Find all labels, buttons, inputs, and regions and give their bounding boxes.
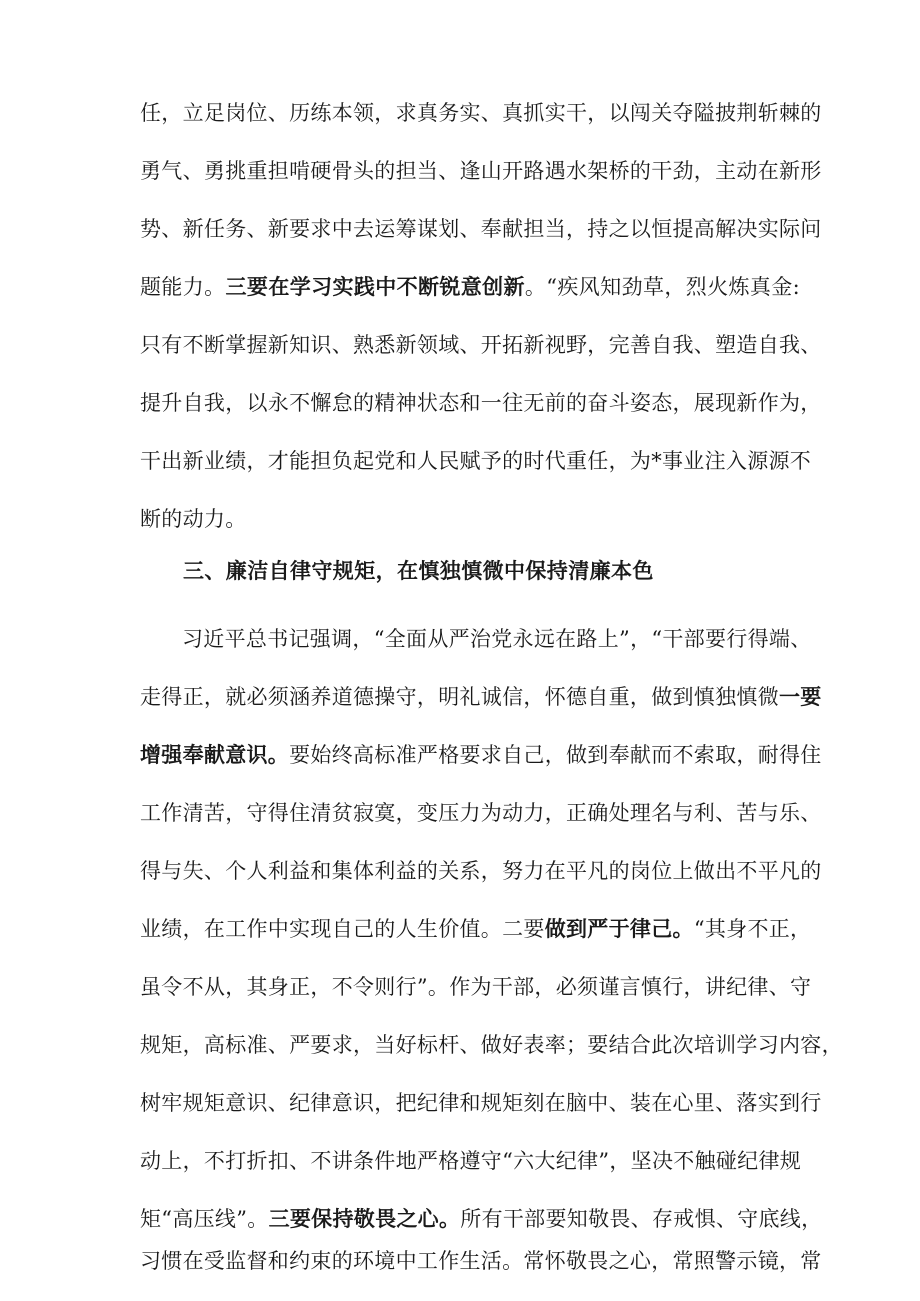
paragraph-line: 任，立足岗位、历练本领，求真务实、真抓实干，以闯关夺隘披荆斩棘的 [140, 101, 822, 125]
paragraph-line [140, 267, 800, 307]
paragraph-text: 要始终高标准严格要求自己，做到奉献而不索取，耐得住 [289, 743, 822, 767]
paragraph-line: 断的动力。 [140, 507, 247, 531]
bold-key-point: 三要在学习实践中不断锐意创新 [225, 275, 525, 299]
paragraph-line: 只有不断掌握新知识、熟悉新领域、开拓新视野，完善自我、塑造自我、 [140, 333, 822, 357]
paragraph-line: 势、新任务、新要求中去运筹谋划、奉献担当，持之以恒提高解决实际问 [140, 217, 822, 241]
paragraph-line: 树牢规矩意识、纪律意识，把纪律和规矩刻在脑中、装在心里、落实到行 [140, 1091, 822, 1115]
paragraph-line: 规矩，高标准、严要求，当好标杆、做好表率；要结合此次培训学习内容， [140, 1033, 843, 1057]
paragraph-line: 工作清苦，守得住清贫寂寞，变压力为动力，正确处理名与利、苦与乐、 [140, 801, 822, 825]
bold-key-point: 增强奉献意识。 [140, 743, 290, 767]
section-heading: 三、廉洁自律守规矩，在慎独慎微中保持清廉本色 [183, 559, 654, 583]
paragraph-line [140, 1199, 823, 1239]
paragraph-text: “其身不正， [693, 917, 812, 941]
paragraph-text: 题能力。 [140, 275, 226, 299]
paragraph-line [140, 735, 822, 775]
paragraph-text: 业绩，在工作中实现自己的人生价值。二要 [140, 917, 545, 941]
paragraph-line: 习近平总书记强调，“全面从严治党永远在路上”，“干部要行得端、 [182, 627, 812, 651]
paragraph-line: 习惯在受监督和约束的环境中工作生活。常怀敬畏之心，常照警示镜，常 [140, 1249, 822, 1273]
bold-key-point: 一要 [779, 685, 822, 709]
paragraph-line: 勇气、勇挑重担啃硬骨头的担当、逢山开路遇水架桥的干劲，主动在新形 [140, 159, 822, 183]
bold-key-point: 做到严于律己。 [544, 917, 694, 941]
paragraph-line: 干出新业绩，才能担负起党和人民赋予的时代重任，为*事业注入源源不 [140, 449, 812, 473]
paragraph-line: 动上，不打折扣、不讲条件地严格遵守“六大纪律”，坚决不触碰纪律规 [140, 1149, 802, 1173]
paragraph-line: 得与失、个人利益和集体利益的关系，努力在平凡的岗位上做出不平凡的 [140, 859, 822, 883]
paragraph-text: 所有干部要知敬畏、存戒惧、守底线， [460, 1207, 823, 1231]
paragraph-line: 提升自我，以永不懈怠的精神状态和一往无前的奋斗姿态，展现新作为， [140, 391, 822, 415]
paragraph-line: 虽令不从，其身正，不令则行”。作为干部，必须谨言慎行，讲纪律、守 [140, 975, 812, 999]
paragraph-line [140, 909, 812, 949]
paragraph-text: 走得正，就必须涵养道德操守，明礼诚信，怀德自重，做到慎独慎微 [140, 685, 779, 709]
bold-key-point: 三要保持敬畏之心。 [268, 1207, 461, 1231]
paragraph-line [140, 677, 822, 717]
paragraph-text: 矩“高压线”。 [140, 1207, 269, 1231]
paragraph-text: 。“疾风知劲草，烈火炼真金: [524, 275, 801, 299]
